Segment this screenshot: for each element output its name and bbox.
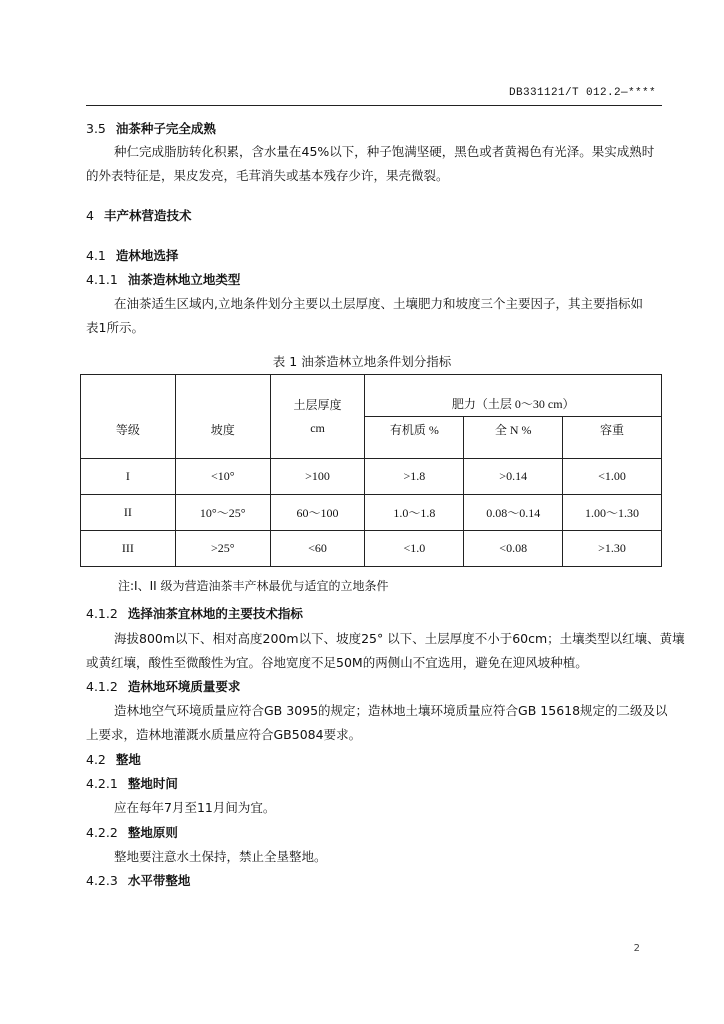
table-cell: I — [81, 459, 176, 495]
paragraph-line: 整地要注意水土保持，禁止全垦整地。 — [114, 849, 327, 864]
header-cm: cm — [270, 417, 365, 459]
paragraph-line: 种仁完成脂肪转化积累，含水量在45%以下，种子饱满坚硬，黑色或者黄褐色有光泽。果实成熟时 — [114, 144, 655, 159]
table-note: 注:I、II 级为营造油茶丰产林最优与适宜的立地条件 — [118, 579, 389, 593]
section-4-1-2-env-heading — [86, 677, 240, 695]
section-4-1-1-heading — [86, 270, 240, 288]
table-row — [81, 495, 662, 531]
table-cell: 60～100 — [270, 495, 365, 531]
table-caption: 表 1 油茶造林立地条件划分指标 — [272, 354, 452, 369]
header-rule — [86, 105, 662, 106]
table-cell: 1.00～1.30 — [563, 495, 662, 531]
section-4-2-2-heading — [86, 823, 178, 841]
header-grade: 等级 — [81, 417, 176, 459]
header-bulk-density: 容重 — [563, 417, 662, 459]
table-cell: >1.8 — [365, 459, 464, 495]
section-title: 整地原则 — [127, 825, 178, 840]
section-number: 4.1 — [86, 248, 106, 263]
site-condition-table — [80, 374, 662, 567]
section-title: 丰产林营造技术 — [103, 208, 192, 223]
table-cell: <0.08 — [464, 531, 563, 567]
section-title: 整地时间 — [127, 776, 178, 791]
section-title: 造林地环境质量要求 — [127, 679, 241, 694]
header-slope: 坡度 — [175, 417, 270, 459]
table-row — [81, 459, 662, 495]
page-number: 2 — [633, 943, 640, 954]
section-title: 整地 — [115, 752, 141, 767]
header-fertility: 肥力（土层 0～30 cm） — [365, 375, 662, 417]
table-cell: >0.14 — [464, 459, 563, 495]
document-code: DB331121/T 012.2—**** — [508, 87, 656, 99]
header-organic-matter: 有机质 % — [365, 417, 464, 459]
section-title: 水平带整地 — [127, 873, 191, 888]
table-cell: <60 — [270, 531, 365, 567]
paragraph-line: 应在每年7月至11月间为宜。 — [114, 800, 276, 815]
table-cell: <1.00 — [563, 459, 662, 495]
table-cell: III — [81, 531, 176, 567]
table-cell: >1.30 — [563, 531, 662, 567]
paragraph-line: 海拔800m以下、相对高度200m以下、坡度25° 以下、土层厚度不小于60cm；土壤类型以红壤、黄壤 — [114, 631, 685, 646]
table-cell: 10°～25° — [175, 495, 270, 531]
section-4-heading — [86, 206, 191, 224]
table-cell: >100 — [270, 459, 365, 495]
paragraph-line: 造林地空气环境质量应符合GB 3095的规定；造林地土壤环境质量应符合GB 15618规定的二级及以 — [114, 703, 668, 718]
section-number: 4.2.3 — [86, 873, 118, 888]
header-total-n: 全 N % — [464, 417, 563, 459]
section-number: 4.2.1 — [86, 776, 118, 791]
paragraph-line: 或黄红壤，酸性至微酸性为宜。谷地宽度不足50M的两侧山不宜选用，避免在迎风坡种植。 — [86, 655, 588, 670]
section-number: 4.1.2 — [86, 606, 118, 621]
table-cell: II — [81, 495, 176, 531]
section-3-5-heading — [86, 119, 216, 137]
section-title: 油茶造林地立地类型 — [127, 272, 241, 287]
section-title: 造林地选择 — [115, 248, 179, 263]
section-title: 选择油茶宜林地的主要技术指标 — [127, 606, 303, 621]
section-number: 4.2.2 — [86, 825, 118, 840]
table-cell: 0.08～0.14 — [464, 495, 563, 531]
section-4-2-3-heading — [86, 871, 190, 889]
table-cell — [175, 375, 270, 417]
paragraph-line: 上要求，造林地灌溉水质量应符合GB5084要求。 — [86, 727, 362, 742]
paragraph-line: 表1所示。 — [86, 320, 144, 335]
section-number: 4 — [86, 208, 94, 223]
header-soil-depth: 土层厚度 — [270, 375, 365, 417]
section-number: 4.2 — [86, 752, 106, 767]
table-cell: 1.0～1.8 — [365, 495, 464, 531]
section-4-1-2-heading — [86, 604, 303, 622]
table-cell: <10° — [175, 459, 270, 495]
paragraph-line: 的外表特征是，果皮发亮，毛茸消失或基本残存少许，果壳微裂。 — [86, 168, 449, 183]
section-number: 4.1.1 — [86, 272, 118, 287]
section-4-1-heading — [86, 246, 178, 264]
table-cell: <1.0 — [365, 531, 464, 567]
table-cell: >25° — [175, 531, 270, 567]
table-row — [81, 531, 662, 567]
section-number: 3.5 — [86, 121, 106, 136]
section-number: 4.1.2 — [86, 679, 118, 694]
section-4-2-heading — [86, 750, 141, 768]
section-title: 油茶种子完全成熟 — [115, 121, 216, 136]
paragraph-line: 在油茶适生区域内,立地条件划分主要以土层厚度、土壤肥力和坡度三个主要因子，其主要指标如 — [114, 296, 643, 311]
section-4-2-1-heading — [86, 774, 178, 792]
table-cell — [81, 375, 176, 417]
